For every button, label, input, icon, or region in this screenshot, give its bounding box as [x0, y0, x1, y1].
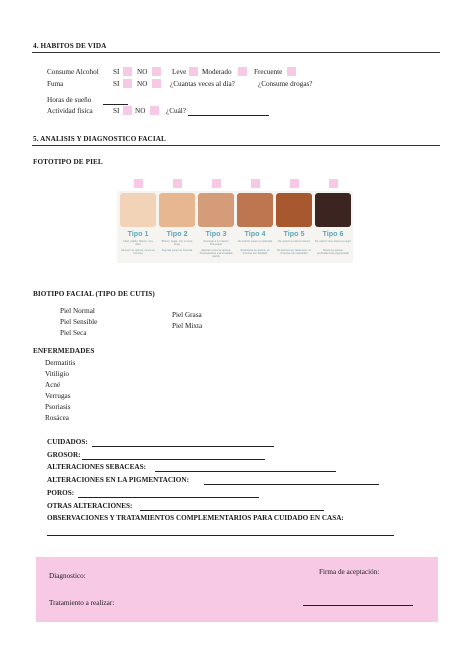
otras-alteraciones-field[interactable] — [140, 510, 324, 511]
tratamiento-label: Tratamiento a realizar: — [49, 599, 115, 607]
fototipo-label-4: Tipo 4 — [244, 229, 266, 238]
grosor-label: GROSOR: — [47, 451, 81, 459]
section-4-divider — [32, 52, 440, 53]
fototipo-swatch-5 — [276, 193, 312, 227]
horas-sueno-field[interactable] — [103, 104, 128, 105]
observaciones-field[interactable] — [47, 535, 394, 536]
fuma-no-label: NO — [137, 80, 148, 88]
firma-field[interactable] — [303, 605, 413, 606]
fototipo-desc1-5: De marrón a marrón oscuro — [278, 240, 310, 243]
poros-field[interactable] — [78, 497, 259, 498]
actividad-si-checkbox[interactable] — [123, 106, 132, 115]
alteraciones-pigmentacion-field[interactable] — [204, 484, 379, 485]
actividad-no-checkbox[interactable] — [150, 106, 159, 115]
fototipo-card-1 — [120, 193, 156, 261]
enfermedad-acne[interactable]: Acné — [45, 381, 61, 389]
moderado-checkbox[interactable] — [238, 67, 247, 76]
enfermedades-title: ENFERMEDADES — [33, 347, 95, 355]
enfermedad-verrugas[interactable]: Verrugas — [45, 392, 71, 400]
section-5-divider — [32, 145, 440, 146]
fototipo-desc2-1: Siempre se quema, nunca se broncea — [121, 249, 155, 256]
fototipo-swatch-3 — [198, 193, 234, 227]
section-4-title: 4. HABITOS DE VIDA — [33, 42, 107, 50]
fototipo-title: FOTOTIPO DE PIEL — [33, 158, 103, 166]
fototipo-card-5 — [276, 193, 312, 261]
fototipo-desc2-5: Se quema muy raramente, se broncea con intensidad — [276, 249, 312, 256]
alcohol-label: Consume Alcohol — [47, 68, 99, 76]
fototipo-swatch-4 — [237, 193, 273, 227]
enfermedad-rosacea[interactable]: Rosácea — [45, 414, 69, 422]
cual-label: ¿Cuál? — [166, 107, 186, 115]
fototipo-5-checkbox[interactable] — [290, 179, 299, 188]
biotipo-piel-normal[interactable]: Piel Normal — [60, 307, 95, 315]
fototipo-4-checkbox[interactable] — [251, 179, 260, 188]
fuma-si-label: SI — [113, 80, 120, 88]
fototipo-swatch-1 — [120, 193, 156, 227]
fototipo-desc2-6: Nunca se quema, profundamente pigmentado — [317, 249, 349, 256]
cuidados-label: CUIDADOS: — [47, 438, 88, 446]
fototipo-label-2: Tipo 2 — [166, 229, 188, 238]
fototipo-2-checkbox[interactable] — [173, 179, 182, 188]
otras-alteraciones-label: OTRAS ALTERACIONES: — [47, 502, 133, 510]
fototipo-label-1: Tipo 1 — [127, 229, 149, 238]
fototipo-desc1-1: Claro, pálido, blanco, muy claro — [123, 240, 153, 247]
fototipo-label-6: Tipo 6 — [322, 229, 344, 238]
leve-checkbox[interactable] — [189, 67, 198, 76]
fototipo-swatch-2 — [159, 193, 195, 227]
fototipo-desc1-4: De marrón suave a moderado — [237, 240, 273, 243]
fototipo-card-6 — [315, 193, 351, 261]
fototipo-desc2-4: Raramente se quema, se broncea con facilidad — [240, 249, 270, 256]
cuidados-field[interactable] — [92, 446, 274, 447]
firma-label: Firma de aceptación: — [319, 568, 380, 576]
fototipo-card-2 — [159, 193, 195, 261]
fototipo-6-checkbox[interactable] — [329, 179, 338, 188]
fototipo-1-checkbox[interactable] — [134, 179, 143, 188]
frecuente-label: Frecuente — [254, 68, 283, 76]
frecuente-checkbox[interactable] — [287, 67, 296, 76]
biotipo-piel-grasa[interactable]: Piel Grasa — [172, 311, 202, 319]
alcohol-no-checkbox[interactable] — [152, 67, 161, 76]
fototipo-swatch-6 — [315, 193, 351, 227]
fototipo-label-3: Tipo 3 — [205, 229, 227, 238]
enfermedad-dermatitis[interactable]: Dermatitis — [45, 359, 76, 367]
actividad-fisica-label: Actividad física — [47, 107, 93, 115]
alcohol-si-checkbox[interactable] — [123, 67, 132, 76]
fototipo-card-3 — [198, 193, 234, 261]
horas-sueno-label: Horas de sueño — [47, 96, 92, 104]
enfermedad-psoriasis[interactable]: Psoriasis — [45, 403, 71, 411]
alcohol-no-label: NO — [137, 68, 148, 76]
alteraciones-pigmentacion-label: ALTERACIONES EN LA PIGMENTACION: — [47, 476, 189, 484]
poros-label: POROS: — [47, 489, 75, 497]
consume-drogas-label: ¿Consume drogas? — [258, 80, 313, 88]
leve-label: Leve — [172, 68, 187, 76]
fuma-si-checkbox[interactable] — [123, 79, 132, 88]
alteraciones-sebaceas-label: ALTERACIONES SEBACEAS: — [47, 463, 146, 471]
cual-field[interactable] — [188, 115, 269, 116]
observaciones-label: OBSERVACIONES Y TRATAMIENTOS COMPLEMENTARIOS PARA CUIDADO EN CASA: — [47, 514, 344, 522]
actividad-no-label: NO — [135, 107, 146, 115]
fuma-no-checkbox[interactable] — [152, 79, 161, 88]
fototipo-desc1-2: Blanco, beige, con un tono beige — [161, 240, 193, 247]
enfermedad-vitiligio[interactable]: Vitiligio — [45, 370, 69, 378]
actividad-si-label: SI — [113, 107, 120, 115]
alteraciones-sebaceas-field[interactable] — [155, 471, 336, 472]
firma-panel — [36, 557, 438, 622]
fototipo-desc2-3: Algunas veces se quema, bronceándose a la tonalidad marrón — [199, 249, 233, 259]
diagnostico-label: Diagnostico: — [49, 572, 86, 580]
biotipo-title: BIOTIPO FACIAL (TIPO DE CUTIS) — [33, 290, 155, 298]
moderado-label: Moderado — [202, 68, 232, 76]
biotipo-piel-mixta[interactable]: Piel Mixta — [172, 322, 203, 330]
fototipo-desc2-2: Algunas veces se broncea — [161, 249, 193, 252]
fuma-label: Fuma — [47, 80, 64, 88]
alcohol-si-label: SI — [113, 68, 120, 76]
fototipo-card-4 — [237, 193, 273, 261]
fototipo-label-5: Tipo 5 — [283, 229, 305, 238]
grosor-field[interactable] — [82, 459, 265, 460]
section-5-title: 5. ANALISIS Y DIAGNOSTICO FACIAL — [33, 135, 166, 143]
cuantas-veces-label: ¿Cuantas veces al día? — [170, 80, 235, 88]
biotipo-piel-sensible[interactable]: Piel Sensible — [60, 318, 98, 326]
fototipo-3-checkbox[interactable] — [212, 179, 221, 188]
biotipo-piel-seca[interactable]: Piel Seca — [60, 329, 87, 337]
fototipo-desc1-3: De beige a un marrón bronceado — [203, 240, 229, 247]
fototipo-desc1-6: De marrón muy oscuro a negro — [315, 240, 351, 243]
